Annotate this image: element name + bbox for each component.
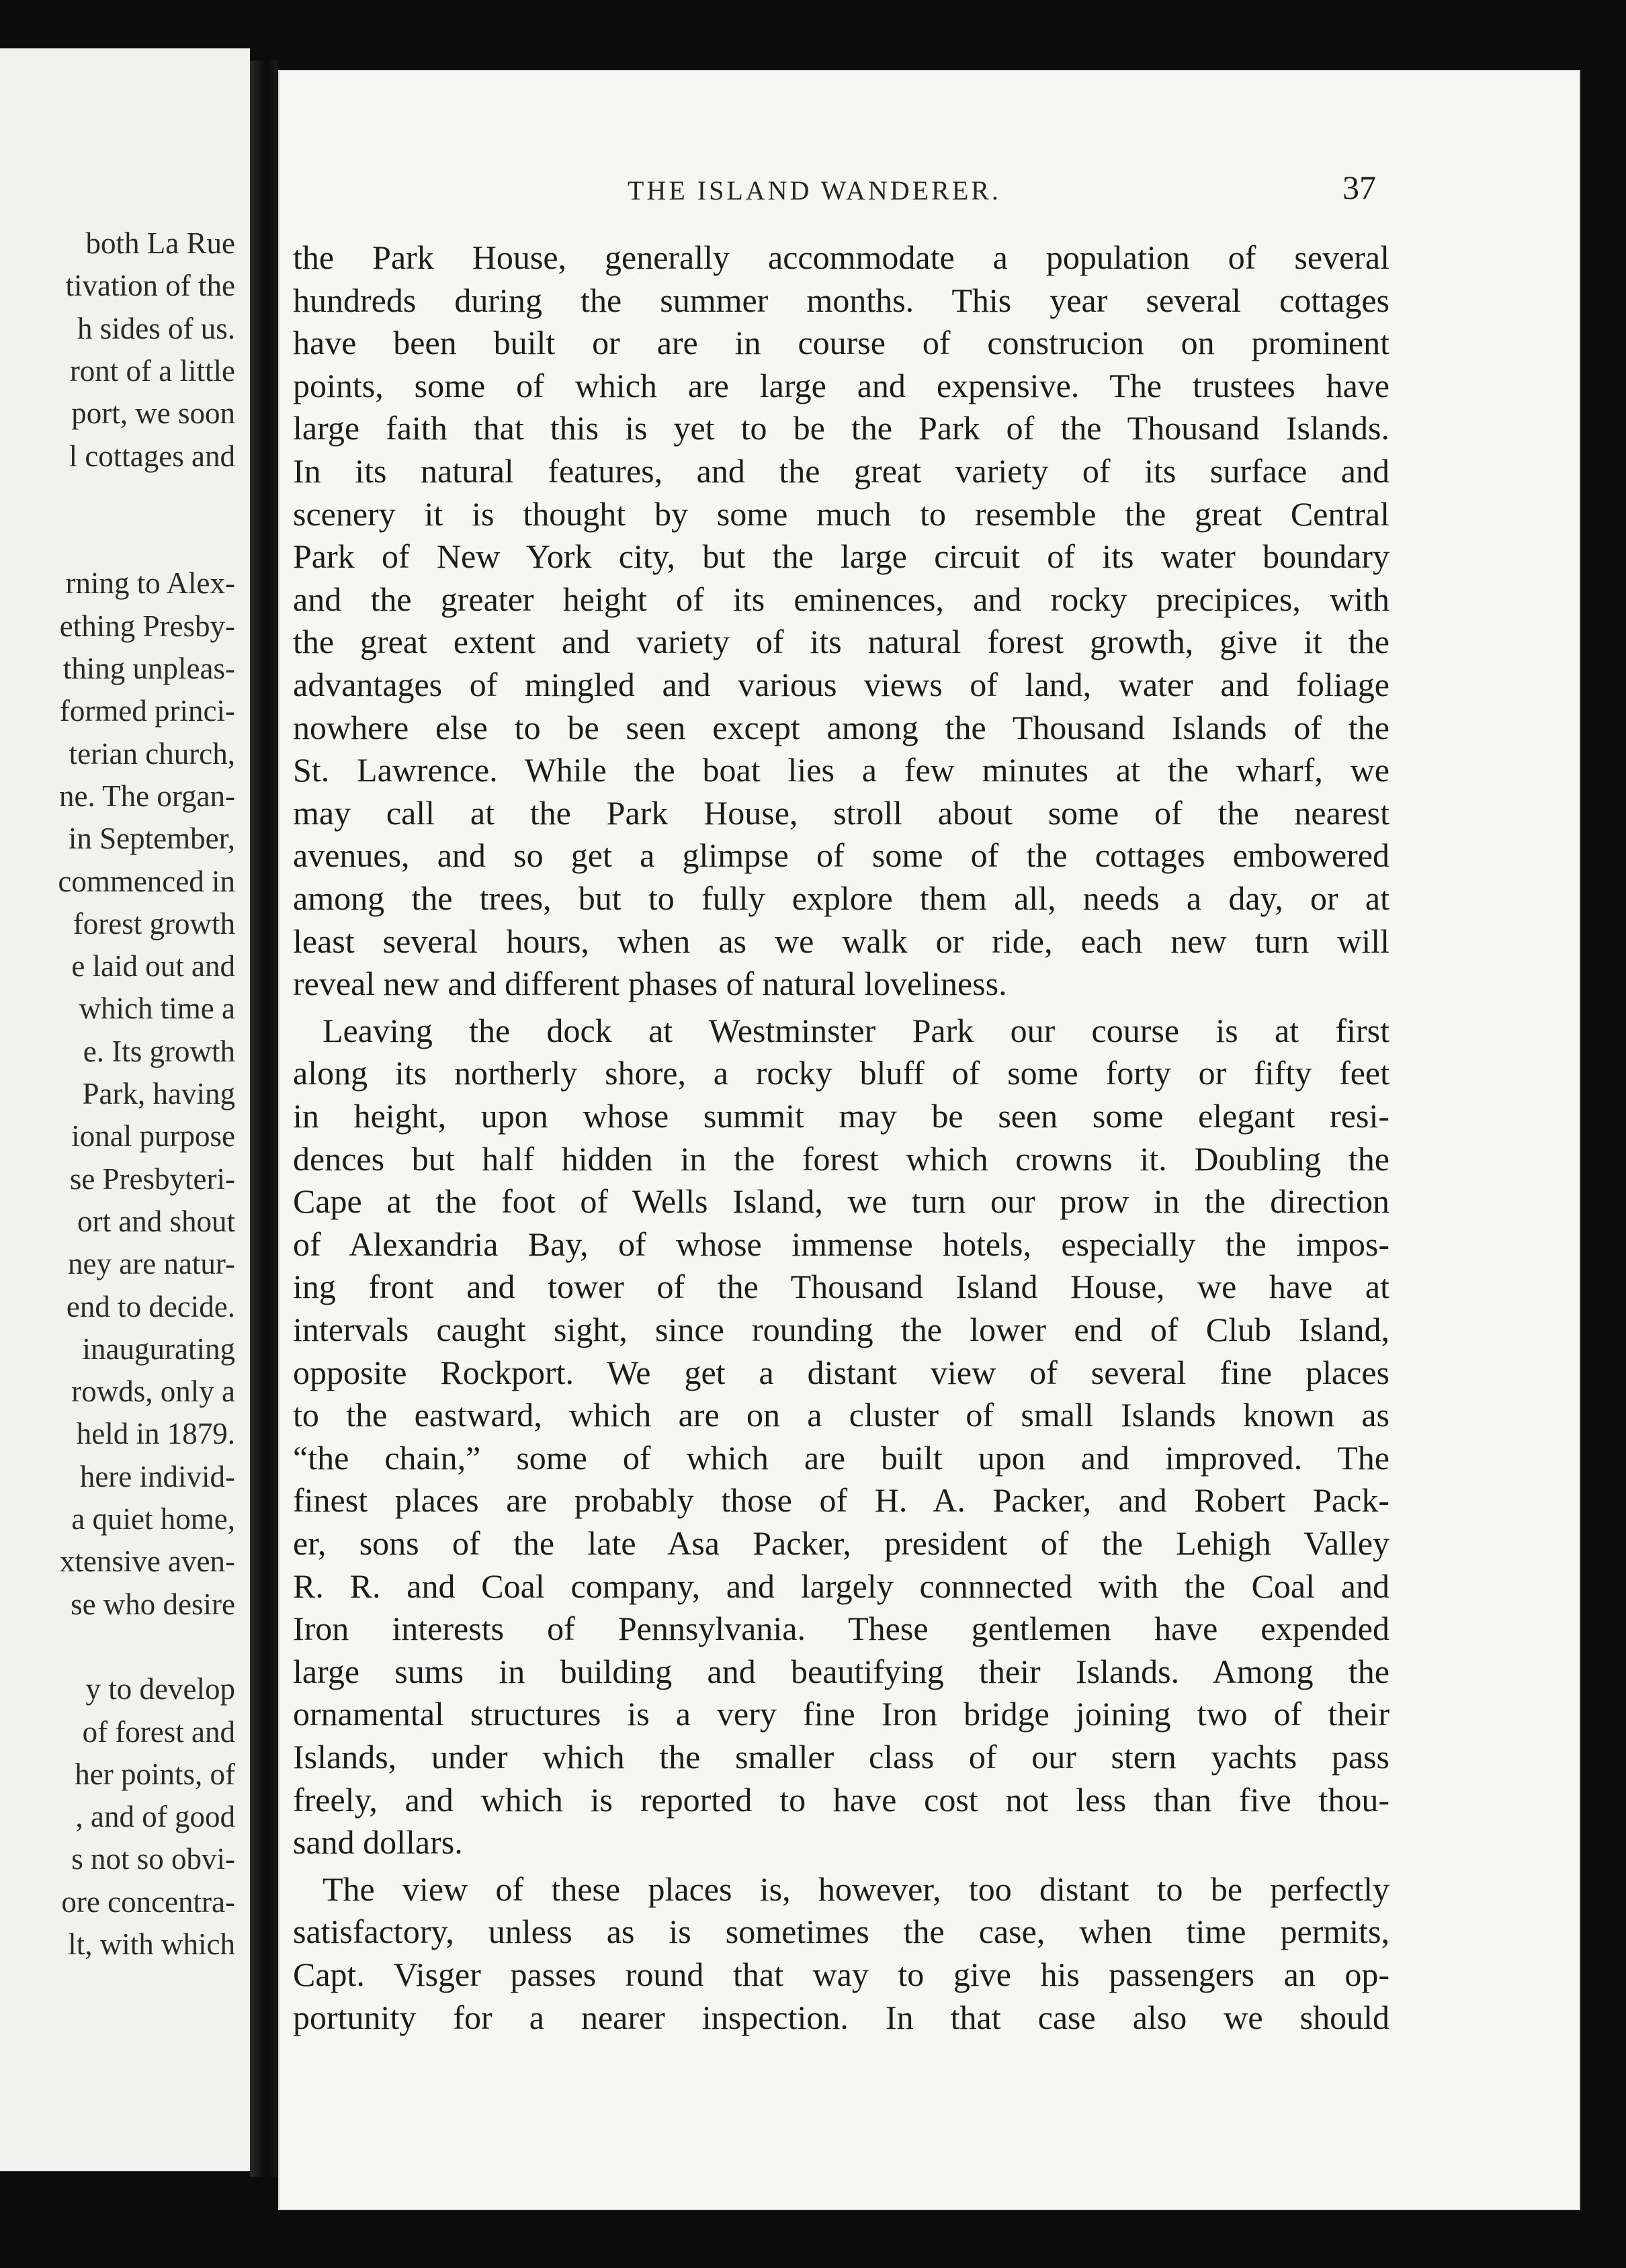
body-line: sand dollars.: [293, 1823, 463, 1862]
running-title: THE ISLAND WANDERER.: [628, 175, 1001, 206]
body-line: Iron interests of Pennsylvania. These gentlemen have expended: [293, 1610, 1389, 1648]
facing-page-line: e. Its growth: [83, 1034, 235, 1068]
body-line: may call at the Park House, stroll about some of the nearest: [293, 793, 1389, 832]
body-line: satisfactory, unless as is sometimes the case, when time permits,: [293, 1913, 1389, 1951]
body-line: have been built or are in course of construcion on prominent: [293, 324, 1389, 362]
body-line: scenery it is thought by some much to resemble the great Central: [293, 494, 1389, 533]
page-number: 37: [1342, 169, 1376, 206]
body-line: the great extent and variety of its natural forest growth, give it the: [293, 623, 1389, 661]
facing-page-line: ething Presby-: [59, 609, 235, 643]
body-line: to the eastward, which are on a cluster of small Islands known as: [293, 1396, 1389, 1434]
body-text: [278, 70, 1580, 2210]
body-line: avenues, and so get a glimpse of some of the cottages embowered: [293, 836, 1389, 875]
body-line: in height, upon whose summit may be seen some elegant resi-: [293, 1097, 1389, 1135]
facing-page-line: both La Rue: [85, 226, 235, 260]
facing-page-line: of forest and: [82, 1714, 235, 1749]
body-line: among the trees, but to fully explore them all, needs a day, or at: [293, 879, 1389, 917]
body-line: Islands, under which the smaller class of our stern yachts pass: [293, 1738, 1389, 1776]
book-gutter: [250, 60, 277, 2177]
facing-page-line: ront of a little: [69, 353, 235, 388]
body-line: Park of New York city, but the large circuit of its water boundary: [293, 537, 1389, 576]
facing-page-line: port, we soon: [71, 396, 235, 431]
body-line: ing front and tower of the Thousand Island House, we have at: [293, 1268, 1389, 1306]
body-line: reveal new and different phases of natural loveliness.: [293, 965, 1007, 1003]
body-line: The view of these places is, however, too distant to be perfectly: [323, 1870, 1389, 1908]
body-line: St. Lawrence. While the boat lies a few minutes at the wharf, we: [293, 751, 1389, 789]
facing-page-line: ort and shout: [77, 1204, 235, 1238]
body-line: large sums in building and beautifying their Islands. Among the: [293, 1652, 1389, 1690]
facing-page-line: terian church,: [69, 736, 235, 771]
body-line: the Park House, generally accommodate a population of several: [293, 238, 1389, 276]
body-line: large faith that this is yet to be the Park of the Thousand Islands.: [293, 409, 1389, 447]
facing-page-line: ney are natur-: [68, 1247, 235, 1281]
body-line: Leaving the dock at Westminster Park our course is at first: [323, 1011, 1389, 1049]
body-line: dences but half hidden in the forest which crowns it. Doubling the: [293, 1139, 1389, 1178]
facing-page-line: forest growth: [73, 906, 235, 941]
body-line: finest places are probably those of H. A. Packer, and Robert Pack-: [293, 1481, 1389, 1520]
facing-page-line: end to decide.: [66, 1289, 235, 1323]
facing-page-line: her points, of: [75, 1757, 235, 1791]
facing-page-line: formed princi-: [59, 694, 235, 728]
body-line: Capt. Visger passes round that way to give his passengers an op-: [293, 1956, 1389, 1993]
body-line: In its natural features, and the great variety of its surface and: [293, 452, 1389, 490]
facing-page-line: y to develop: [85, 1672, 235, 1706]
body-line: and the greater height of its eminences, and rocky precipices, with: [293, 580, 1389, 618]
facing-page-line: thing unpleas-: [62, 652, 235, 685]
body-line: “the chain,” some of which are built upon and improved. The: [293, 1438, 1389, 1477]
body-line: advantages of mingled and various views of land, water and foliage: [293, 666, 1389, 703]
facing-page-line: e laid out and: [71, 949, 235, 984]
facing-page-line: commenced in: [58, 864, 235, 898]
body-line: of Alexandria Bay, of whose immense hotels, especially the impos-: [293, 1225, 1389, 1263]
facing-page-line: tivation of the: [65, 269, 235, 303]
body-line: least several hours, when as we walk or ride, each new turn will: [293, 922, 1389, 960]
body-line: freely, and which is reported to have cost not less than five thou-: [293, 1780, 1389, 1819]
facing-page-line: ore concentra-: [61, 1884, 235, 1919]
facing-page-line: lt, with which: [68, 1927, 235, 1961]
facing-page-line: rning to Alex-: [65, 566, 235, 601]
facing-page-line: xtensive aven-: [59, 1544, 235, 1579]
body-line: portunity for a nearer inspection. In that case also we should: [293, 1998, 1389, 2036]
facing-page-line: se who desire: [71, 1587, 235, 1621]
body-line: points, some of which are large and expensive. The trustees have: [293, 366, 1389, 404]
facing-page-line: , and of good: [75, 1800, 235, 1834]
facing-page-line: which time a: [79, 992, 235, 1026]
facing-page-line: se Presbyteri-: [69, 1162, 235, 1196]
book-page: [278, 70, 1580, 2210]
facing-page-line: here individ-: [79, 1459, 235, 1493]
facing-page-line: h sides of us.: [77, 311, 235, 345]
facing-page-line: ional purpose: [71, 1119, 235, 1153]
facing-page-line: s not so obvi-: [71, 1842, 235, 1876]
body-line: R. R. and Coal company, and largely connnected with the Coal and: [293, 1567, 1389, 1605]
facing-page-line: rowds, only a: [71, 1375, 235, 1409]
facing-page-line: a quiet home,: [71, 1502, 235, 1536]
facing-page-line: Park, having: [82, 1077, 235, 1110]
body-line: intervals caught sight, since rounding the lower end of Club Island,: [293, 1311, 1389, 1348]
body-line: ornamental structures is a very fine Iron bridge joining two of their: [293, 1695, 1389, 1733]
facing-page-line: ne. The organ-: [58, 779, 235, 813]
body-line: nowhere else to be seen except among the Thousand Islands of the: [293, 708, 1389, 746]
facing-page-line: in September,: [68, 822, 235, 856]
facing-page-line: held in 1879.: [76, 1417, 235, 1451]
body-line: er, sons of the late Asa Packer, president of the Lehigh Valley: [293, 1524, 1389, 1562]
facing-page-line: inaugurating: [82, 1332, 235, 1366]
body-line: opposite Rockport. We get a distant view of several fine places: [293, 1353, 1389, 1391]
body-line: hundreds during the summer months. This year several cottages: [293, 281, 1389, 319]
facing-page-line: l cottages and: [69, 439, 235, 473]
body-line: Cape at the foot of Wells Island, we turn our prow in the direction: [293, 1182, 1389, 1221]
body-line: along its northerly shore, a rocky bluff of some forty or fifty feet: [293, 1054, 1389, 1092]
facing-page-fragment: [0, 48, 250, 2171]
